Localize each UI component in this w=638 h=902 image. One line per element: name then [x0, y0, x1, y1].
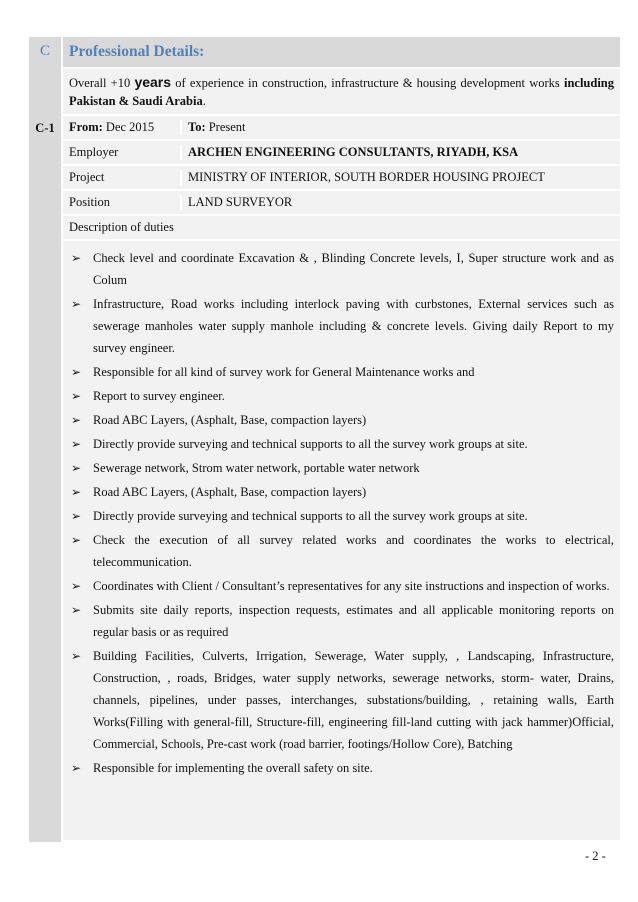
arrow-bullet-icon: ➢ — [71, 533, 82, 547]
duty-item — [71, 293, 614, 359]
duty-item — [71, 385, 614, 407]
duty-item — [71, 361, 614, 383]
field-label: Project — [69, 170, 182, 185]
duty-text: Check level and coordinate Excavation & , Blinding Concrete levels, I, Super structure work and as Colum — [93, 251, 614, 287]
duty-item — [71, 575, 614, 597]
field-label: Position — [69, 195, 182, 210]
job-code: C-1 — [35, 121, 55, 135]
arrow-bullet-icon: ➢ — [71, 297, 82, 311]
section-title: Professional Details: — [69, 43, 205, 60]
duties-label-row — [29, 216, 620, 241]
duties-row — [29, 241, 620, 842]
duty-item — [71, 247, 614, 291]
region-text: including Pakistan & Saudi Arabia — [69, 76, 615, 108]
to-date: To: Present — [188, 120, 246, 134]
arrow-bullet-icon: ➢ — [71, 389, 82, 403]
arrow-bullet-icon: ➢ — [71, 579, 82, 593]
years-word: years — [134, 74, 172, 90]
duty-item — [71, 599, 614, 643]
arrow-bullet-icon: ➢ — [71, 461, 82, 475]
cv-table — [29, 37, 620, 842]
duty-text: Infrastructure, Road works including interlock paving with curbstones, External services such as sewerage manholes water supply manhole including & concrete levels. Giving daily Report to my survey engineer. — [93, 297, 614, 355]
job-dates-row — [29, 116, 620, 141]
arrow-bullet-icon: ➢ — [71, 365, 82, 379]
duty-item — [71, 433, 614, 455]
duty-item — [71, 529, 614, 573]
duty-text: Road ABC Layers, (Asphalt, Base, compaction layers) — [93, 485, 367, 499]
duty-text: Directly provide surveying and technical supports to all the survey work groups at site. — [93, 437, 528, 451]
duty-text: Sewerage network, Strom water network, portable water network — [93, 461, 420, 475]
duty-item — [71, 409, 614, 431]
duty-text: Building Facilities, Culverts, Irrigation, Sewerage, Water supply, , Landscaping, Infrastructure, Construction, , roads, Bridges, water supply networks, sewerage networks, storm- water, Drains, channels, pipelines, under passes, interchanges, substations/building, , retaining walls, Earth Works(Filling with general-fill, Structure-fill, engineering fill-land cutting with jack hammer)Official, Commercial, Schools, Pre-cast work (road barrier, footings/Hollow Core), Batching — [93, 649, 614, 751]
duties-label: Description of duties — [63, 216, 620, 241]
arrow-bullet-icon: ➢ — [71, 437, 82, 451]
duty-item — [71, 481, 614, 503]
section-letter: C — [39, 43, 50, 59]
from-date: From: Dec 2015 — [69, 120, 182, 135]
duty-item — [71, 457, 614, 479]
arrow-bullet-icon: ➢ — [71, 761, 82, 775]
arrow-bullet-icon: ➢ — [71, 509, 82, 523]
intro-row — [29, 69, 620, 116]
duty-text: Coordinates with Client / Consultant’s representatives for any site instructions and inspection of works. — [93, 579, 610, 593]
arrow-bullet-icon: ➢ — [71, 649, 82, 663]
arrow-bullet-icon: ➢ — [71, 413, 82, 427]
duty-text: Responsible for implementing the overall safety on site. — [93, 761, 373, 775]
duties-list — [69, 247, 614, 779]
position-row — [29, 191, 620, 216]
employer-row — [29, 141, 620, 166]
arrow-bullet-icon: ➢ — [71, 603, 82, 617]
position-value: LAND SURVEYOR — [188, 195, 293, 209]
duty-text: Submits site daily reports, inspection requests, estimates and all applicable monitoring reports on regular basis or as required — [93, 603, 614, 639]
duty-item — [71, 505, 614, 527]
duty-text: Road ABC Layers, (Asphalt, Base, compaction layers) — [93, 413, 367, 427]
project-row — [29, 166, 620, 191]
duty-text: Report to survey engineer. — [93, 389, 225, 403]
section-header-row — [29, 37, 620, 69]
project-value: MINISTRY OF INTERIOR, SOUTH BORDER HOUSING PROJECT — [188, 170, 545, 184]
experience-summary: Overall +10 years of experience in construction, infrastructure & housing development works including Pakistan & Saudi Arabia. — [63, 69, 620, 116]
page-number: - 2 - — [585, 849, 606, 863]
duty-item — [71, 645, 614, 755]
duty-text: Responsible for all kind of survey work for General Maintenance works and — [93, 365, 475, 379]
duty-item — [71, 757, 614, 779]
arrow-bullet-icon: ➢ — [71, 251, 82, 265]
professional-details-table — [29, 37, 620, 842]
duty-text: Directly provide surveying and technical supports to all the survey work groups at site. — [93, 509, 528, 523]
duty-text: Check the execution of all survey related works and coordinates the works to electrical, telecommunication. — [93, 533, 614, 569]
employer-value: ARCHEN ENGINEERING CONSULTANTS, RIYADH, KSA — [188, 145, 519, 159]
field-label: Employer — [69, 145, 182, 160]
arrow-bullet-icon: ➢ — [71, 485, 82, 499]
